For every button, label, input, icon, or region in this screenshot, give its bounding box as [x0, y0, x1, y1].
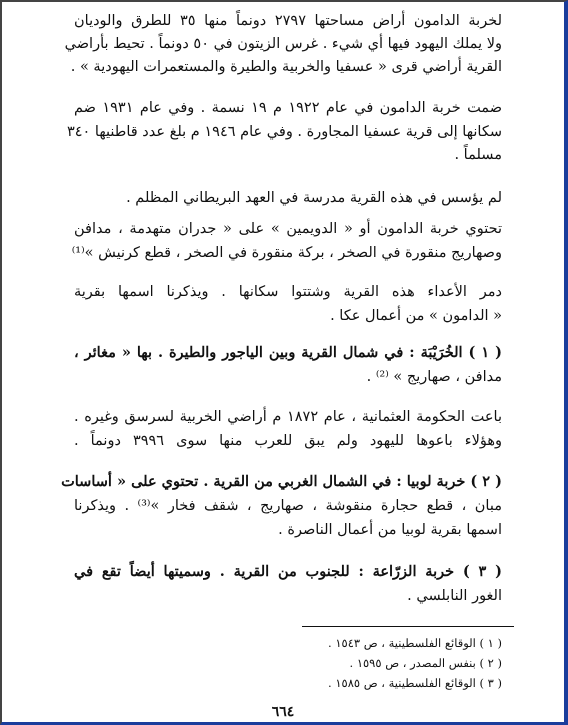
- text-line: ضمت خربة الدامون في عام ١٩٢٢ م ١٩ نسمة . وفي عام ١٩٣١ ضم: [74, 100, 503, 116]
- heading-line: ( ٣ ) خربة الزرّاعة : للجنوب من القرية . وسميتها أيضاً تقع في: [74, 563, 502, 580]
- footnote-divider: [302, 626, 514, 627]
- text-line: مبان ، قطع حجارة منقوشة ، صهاريج ، شقف فخار »⁽³⁾ . ويذكرنا: [74, 498, 502, 514]
- text-line: لم يؤسس في هذه القرية مدرسة في العهد البريطاني المظلم .: [126, 190, 502, 206]
- footnote: ( ١ ) الوقائع الفلسطينية ، ص ١٥٤٣ .: [328, 636, 502, 650]
- text-line: وصهاريج منقورة في الصخر ، بركة منقورة في الصخر ، قطع كرنيش »⁽¹⁾: [71, 245, 502, 261]
- text-line: الغور النابلسي .: [407, 588, 502, 604]
- heading-line: ( ٢ ) خربة لوبيا : في الشمال الغربي من القرية . تحتوي على « أساسات: [61, 473, 502, 490]
- text-line: اسمها بقرية لوبيا من أعمال الناصرة .: [278, 522, 502, 538]
- text-line: ولا يملك اليهود فيها أي شيء . غرس الزيتون في ٥٠ دونماً . تحيط بأراضي: [64, 36, 502, 52]
- text-line: لخربة الدامون أراض مساحتها ٢٧٩٧ دونماً منها ٣٥ للطرق والوديان: [74, 13, 502, 29]
- page-number: ٦٦٤: [271, 704, 295, 720]
- heading-line: ( ١ ) الخُرَيْبَة : في شمال القرية وبين الياجور والطيرة . بها « مغائر ،: [74, 344, 502, 361]
- footnote: ( ٢ ) بنفس المصدر ، ص ١٥٩٥ .: [349, 656, 502, 670]
- text-line: دمر الأعداء هذه القرية وشتتوا سكانها . ويذكرنا اسمها بقرية: [74, 284, 502, 300]
- footnote: ( ٣ ) الوقائع الفلسطينية ، ص ١٥٨٥ .: [328, 676, 502, 690]
- text-line: « الدامون » من أعمال عكا .: [330, 308, 502, 324]
- text-line: تحتوي خربة الدامون أو « الدويمين » على « جدران متهدمة ، مدافن: [74, 221, 502, 237]
- text-line: سكانها إلى قرية عسفيا المجاورة . وفي عام ١٩٤٦ م بلغ عدد قاطنيها ٣٤٠: [66, 124, 502, 140]
- text-line: وهؤلاء باعوها لليهود ولم يبق للعرب منها سوى ٣٩٩٦ دونماً .: [74, 433, 502, 449]
- book-page: [2, 2, 564, 722]
- text-line: باعت الحكومة العثمانية ، عام ١٨٧٢ م أراضي الخربية لسرسق وغيره .: [74, 409, 502, 425]
- text-line: القرية أراضي قرى « عسفيا والخربية والطيرة والمستعمرات اليهودية » .: [70, 59, 502, 75]
- text-line: مسلماً .: [454, 147, 502, 163]
- text-line: مدافن ، صهاريج » ⁽²⁾ .: [366, 369, 502, 385]
